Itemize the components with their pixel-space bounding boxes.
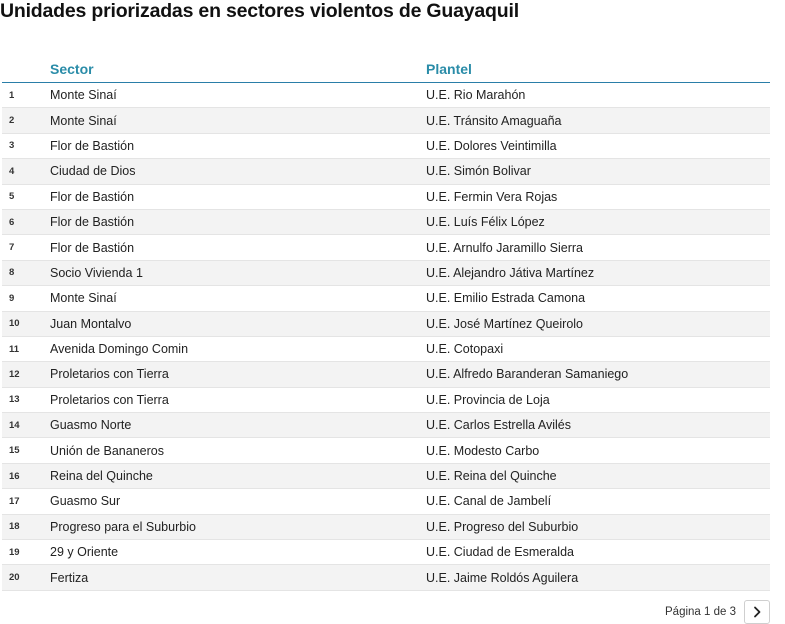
plantel-cell: U.E. José Martínez Queirolo [426,316,584,331]
sector-cell: Reina del Quinche [50,469,153,484]
table-row [2,413,770,438]
table-row [2,565,770,590]
plantel-cell: U.E. Luís Félix López [426,215,545,230]
row-number: 3 [9,140,15,152]
page-title: Unidades priorizadas en sectores violentos de Guayaquil [0,0,519,22]
sector-cell: Monte Sinaí [50,291,117,306]
plantel-cell: U.E. Provincia de Loja [426,392,550,407]
row-number: 10 [9,318,20,330]
row-number: 17 [9,495,20,507]
sector-cell: Flor de Bastión [50,189,135,204]
sector-cell: Socio Vivienda 1 [50,265,143,280]
table-row [2,185,770,210]
table-row [2,286,770,311]
row-number: 11 [9,343,20,355]
row-number: 8 [9,267,15,279]
plantel-cell: U.E. Tránsito Amaguaña [426,113,562,128]
table-row [2,210,770,235]
plantel-cell: U.E. Canal de Jambelí [426,494,552,509]
table-row [2,235,770,260]
table-row [2,159,770,184]
row-number: 14 [9,419,20,431]
row-number: 1 [9,89,15,101]
sector-cell: Unión de Bananeros [50,443,164,458]
row-number: 9 [9,292,15,304]
plantel-cell: U.E. Emilio Estrada Camona [426,291,586,306]
row-number: 12 [9,368,20,380]
plantel-cell: U.E. Simón Bolivar [426,164,531,179]
row-number: 15 [9,445,20,457]
chevron-right-icon [752,606,762,618]
row-number: 7 [9,242,15,254]
table-row [2,515,770,540]
row-number: 19 [9,546,20,558]
table-body [2,83,770,591]
table-row [2,337,770,362]
row-number: 13 [9,394,20,406]
plantel-cell: U.E. Arnulfo Jaramillo Sierra [426,240,584,255]
sector-cell: Flor de Bastión [50,138,135,153]
sector-cell: Monte Sinaí [50,113,117,128]
plantel-cell: U.E. Reina del Quinche [426,469,557,484]
row-number: 4 [9,165,15,177]
pagination [665,600,770,624]
sector-cell: Ciudad de Dios [50,164,136,179]
table-row [2,438,770,463]
plantel-cell: U.E. Fermin Vera Rojas [426,189,558,204]
table-header [2,55,770,83]
table-row [2,540,770,565]
row-number: 16 [9,470,20,482]
row-number: 18 [9,521,20,533]
sector-cell: Flor de Bastión [50,240,135,255]
table-row [2,388,770,413]
table-row [2,312,770,337]
row-number: 5 [9,191,15,203]
row-number: 6 [9,216,15,228]
header-sector[interactable]: Sector [50,60,94,77]
sector-cell: 29 y Oriente [50,545,119,560]
sector-cell: Juan Montalvo [50,316,132,331]
plantel-cell: U.E. Modesto Carbo [426,443,540,458]
table-row [2,261,770,286]
plantel-cell: U.E. Jaime Roldós Aguilera [426,570,579,585]
sector-cell: Proletarios con Tierra [50,367,169,382]
row-number: 20 [9,572,20,584]
plantel-cell: U.E. Ciudad de Esmeralda [426,545,574,560]
table-row [2,489,770,514]
table-row [2,108,770,133]
sector-cell: Avenida Domingo Comin [50,342,189,357]
plantel-cell: U.E. Progreso del Suburbio [426,519,579,534]
sector-cell: Guasmo Sur [50,494,121,509]
sector-cell: Progreso para el Suburbio [50,519,196,534]
table-row [2,134,770,159]
table-row [2,464,770,489]
sector-cell: Guasmo Norte [50,418,132,433]
row-number: 2 [9,115,15,127]
sector-cell: Flor de Bastión [50,215,135,230]
page-indicator: Página 1 de 3 [665,606,736,618]
sector-cell: Proletarios con Tierra [50,392,169,407]
table-row [2,83,770,108]
plantel-cell: U.E. Dolores Veintimilla [426,138,557,153]
plantel-cell: U.E. Alejandro Játiva Martínez [426,265,595,280]
plantel-cell: U.E. Alfredo Baranderan Samaniego [426,367,629,382]
plantel-cell: U.E. Cotopaxi [426,342,504,357]
data-table [2,55,770,591]
next-page-button[interactable] [744,600,770,624]
plantel-cell: U.E. Rio Marahón [426,88,526,103]
table-row [2,362,770,387]
header-plantel[interactable]: Plantel [426,60,472,77]
plantel-cell: U.E. Carlos Estrella Avilés [426,418,571,433]
sector-cell: Fertiza [50,570,89,585]
sector-cell: Monte Sinaí [50,88,117,103]
